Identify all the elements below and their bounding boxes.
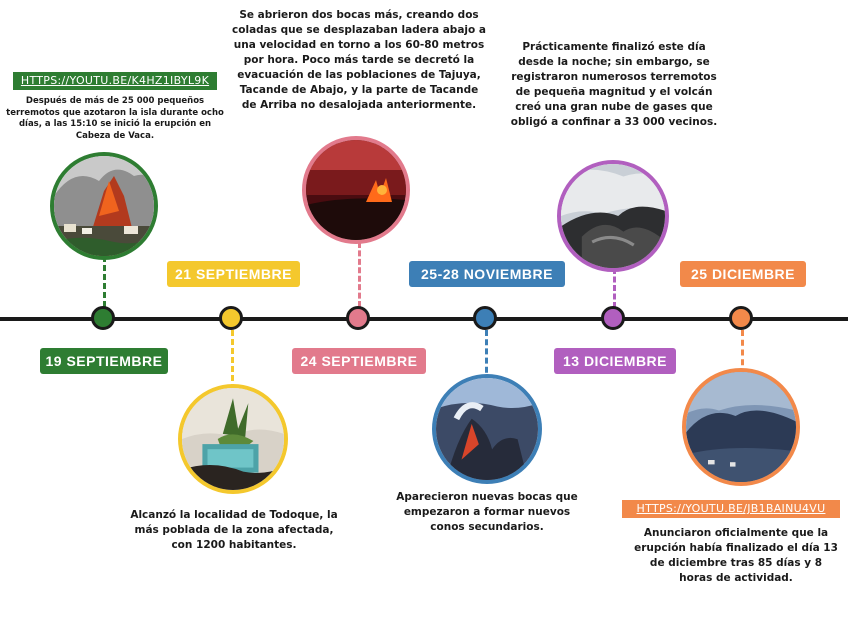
connector-24-septiembre bbox=[358, 242, 361, 307]
description-19-septiembre: Después de más de 25 000 pequeños terremotos que azotaron la isla durante ocho días, a las 15:10 se inició la erupción en Cabeza de Vaca. bbox=[6, 96, 224, 141]
description-24-septiembre: Se abrieron dos bocas más, creando dos coladas que se desplazaban ladera abajo a una velocidad en torno a los 60-80 metros por hora. Poco más tarde se decretó la evacuación de las poblaciones de Tajuya, Tacande de Abajo, y la parte de Tacande de Arriba no desalojada anteriormente. bbox=[232, 9, 486, 111]
timeline-dot-25-28-noviembre[interactable] bbox=[473, 306, 497, 330]
date-label-25-28-noviembre: 25-28 NOVIEMBRE bbox=[409, 261, 565, 287]
timeline-dot-25-diciembre[interactable] bbox=[729, 306, 753, 330]
date-label-25-diciembre: 25 DICIEMBRE bbox=[680, 261, 806, 287]
video-link-25-diciembre[interactable]: HTTPS://YOUTU.BE/JB1BAINU4VU bbox=[622, 500, 840, 518]
timeline-dot-24-septiembre[interactable] bbox=[346, 306, 370, 330]
connector-21-septiembre bbox=[231, 330, 234, 390]
lava-flow-photo bbox=[432, 374, 542, 484]
gas-cloud-photo bbox=[557, 160, 669, 272]
lava-pool-photo bbox=[178, 384, 288, 494]
timeline-dot-13-diciembre[interactable] bbox=[601, 306, 625, 330]
description-13-diciembre: Prácticamente finalizó este día desde la noche; sin embargo, se registraron numerosos terremotos de pequeña magnitud y el volcán creó una gran nube de gases que obligó a confinar a 33 000 vecinos. bbox=[510, 41, 718, 128]
timeline-dot-19-septiembre[interactable] bbox=[91, 306, 115, 330]
description-25-diciembre: Anunciaron oficialmente que la erupción había finalizado el día 13 de diciembre tras 85 días y 8 horas de actividad. bbox=[634, 527, 838, 584]
eruption-village-photo bbox=[50, 152, 158, 260]
description-21-septiembre: Alcanzó la localidad de Todoque, la más poblada de la zona afectada, con 1200 habitantes. bbox=[130, 509, 338, 551]
date-label-24-septiembre: 24 SEPTIEMBRE bbox=[292, 348, 426, 374]
description-25-28-noviembre: Aparecieron nuevas bocas que empezaron a formar nuevos conos secundarios. bbox=[396, 491, 578, 533]
timeline-dot-21-septiembre[interactable] bbox=[219, 306, 243, 330]
night-lava-photo bbox=[302, 136, 410, 244]
timeline-axis bbox=[0, 317, 848, 321]
connector-13-diciembre bbox=[613, 268, 616, 308]
volcano-landscape-photo bbox=[682, 368, 800, 486]
video-link-19-septiembre[interactable]: HTTPS://YOUTU.BE/K4HZ1IBYL9K bbox=[13, 72, 217, 90]
date-label-19-septiembre: 19 SEPTIEMBRE bbox=[40, 348, 168, 374]
date-label-13-diciembre: 13 DICIEMBRE bbox=[554, 348, 676, 374]
date-label-21-septiembre: 21 SEPTIEMBRE bbox=[167, 261, 300, 287]
